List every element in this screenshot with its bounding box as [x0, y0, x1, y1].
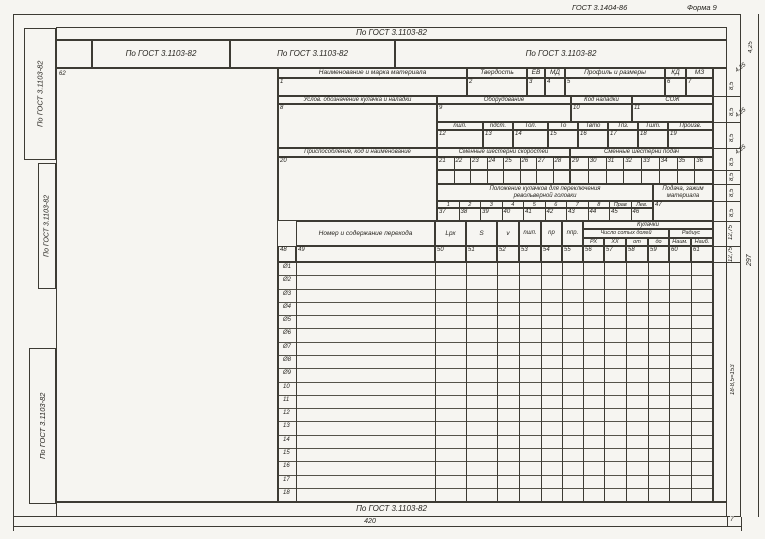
field-number: 29 [572, 158, 579, 164]
field-cell [610, 201, 632, 208]
field-cell [524, 208, 546, 221]
col-nr: nр [541, 221, 562, 246]
material-feed-title-line2: материала [666, 192, 700, 199]
field-number: 2 [468, 201, 472, 208]
field-cell [567, 208, 589, 221]
spindle-speed-title: nшп. [437, 122, 483, 130]
field-number: 8 [280, 105, 284, 111]
top-time-title: Топ. [513, 122, 548, 130]
transition-row-number: Ø8 [283, 356, 292, 363]
dimension-tick [713, 122, 741, 123]
hardness-title: Твердость [467, 68, 527, 78]
md-title: МД [545, 68, 565, 78]
cam-position-title-line1: Положение кулачков для переключения [489, 185, 601, 192]
transition-row-number: 16 [283, 463, 290, 470]
field-cell [481, 201, 503, 208]
material-feed-title-line1: Подача, зажим [662, 185, 704, 192]
field-number: 58 [628, 247, 635, 253]
to-time-title: То [548, 122, 578, 130]
dimension-ext [727, 517, 728, 527]
field-number: 35 [678, 158, 686, 164]
field-number: 30 [589, 158, 597, 164]
dimension-ext [13, 517, 14, 531]
speed-gears-title: Сменные шестерни скоростей [437, 148, 570, 157]
field-cell [660, 157, 678, 170]
col-nshp: nшп. [519, 221, 541, 246]
field-cell [541, 246, 562, 262]
field-cell [503, 201, 525, 208]
field-number: 14 [515, 131, 522, 137]
dim-top-425: 4,25 [748, 41, 754, 53]
field-cell [668, 130, 713, 148]
transition-row-number: Ø5 [283, 317, 292, 324]
field-cell [638, 130, 668, 148]
empty-cell [589, 170, 607, 184]
dim-sheet-height: 297 [746, 254, 753, 266]
field-number: Лев. [636, 201, 648, 208]
transition-row-number: 13 [283, 423, 290, 430]
empty-cell [695, 170, 713, 184]
field-cell [546, 201, 568, 208]
material-feed-title [653, 184, 713, 201]
dim-425-slant: 4,25 [734, 144, 748, 156]
field-number: 6 [667, 79, 671, 85]
field-number: 44 [589, 209, 597, 215]
field-number: 5 [532, 201, 536, 208]
empty-cell [678, 170, 696, 184]
coolant-title: СОЖ [632, 96, 713, 104]
field-number: 59 [650, 247, 657, 253]
cam-designation-title: Услов. обозначение кулачка и наладки [278, 96, 437, 104]
field-cell [610, 208, 632, 221]
header-cell-1: По ГОСТ 3.1103-82 [92, 40, 230, 68]
header-cell-2: По ГОСТ 3.1103-82 [230, 40, 395, 68]
field-cell [513, 130, 548, 148]
transition-row-number: Ø2 [283, 277, 292, 284]
radius-title: Радиус [669, 229, 713, 238]
field-cell [589, 208, 611, 221]
field-cell [471, 157, 488, 170]
field-number: 11 [634, 105, 641, 111]
left-stamp-1: По ГОСТ 3.1103-82 [24, 28, 56, 160]
field-cell [521, 157, 538, 170]
field-number: Прав [613, 201, 627, 208]
column-line [541, 262, 542, 502]
dimension-tick [713, 184, 741, 185]
field-cell [278, 78, 467, 96]
dimension-tick [713, 246, 741, 247]
field-number: 26 [521, 158, 529, 164]
feed-gear-fields [570, 157, 713, 170]
dim-85: 8,5 [729, 172, 735, 182]
field-cell [583, 246, 604, 262]
field-cell [648, 246, 669, 262]
field-cell [504, 157, 521, 170]
field-number: 52 [499, 247, 506, 253]
field-cell [497, 246, 519, 262]
field-number: 42 [546, 209, 554, 215]
empty-cell [471, 170, 488, 184]
col-to: до [648, 238, 669, 246]
speed-gear-empty [437, 170, 570, 184]
field-number: 3 [489, 201, 493, 208]
field-number: 27 [538, 158, 545, 164]
fixture-title: Приспособление, код и наименование [278, 148, 437, 157]
material-title: Наименование и марка материала [278, 68, 467, 78]
tv-time-title: Твто [578, 122, 608, 130]
transition-row-number: 10 [283, 383, 290, 390]
col-npr: nпр. [562, 221, 583, 246]
column-line [296, 262, 297, 502]
field-number: 33 [643, 158, 650, 164]
field-number: 13 [485, 131, 492, 137]
field-number: 53 [521, 247, 528, 253]
col-radius-min: Наим. [669, 238, 691, 246]
setup-code-title: Код наладки [571, 96, 632, 104]
dim-85: 8,5 [729, 107, 735, 117]
field-cell [488, 157, 505, 170]
empty-cell [504, 170, 521, 184]
left-stamp-3: По ГОСТ 3.1103-82 [29, 348, 56, 504]
field-number: 38 [460, 209, 468, 215]
column-line [669, 262, 670, 502]
field-cell [466, 246, 497, 262]
sketch-area [56, 68, 278, 502]
cam-position-title [437, 184, 653, 201]
field-cell [278, 246, 296, 262]
header-cell-empty [56, 40, 92, 68]
field-number: 7 [688, 79, 692, 85]
field-cell [435, 246, 466, 262]
header-cell-3: По ГОСТ 3.1103-82 [395, 40, 727, 68]
field-number: 19 [670, 131, 677, 137]
dim-85: 8,5 [729, 81, 735, 91]
dim-85: 8,5 [729, 208, 735, 218]
field-number: 48 [280, 247, 287, 253]
field-cell [562, 246, 583, 262]
dim-right-margin: 7 [730, 516, 734, 523]
field-cell [678, 157, 696, 170]
material-feed-cell [653, 201, 713, 221]
field-cell [437, 130, 483, 148]
speed-gear-fields [437, 157, 570, 170]
field-number: 5 [567, 79, 571, 85]
field-number: 57 [606, 247, 613, 253]
field-cell [669, 246, 691, 262]
field-cell [626, 246, 648, 262]
cam-field-numbers [437, 208, 653, 221]
field-number: 10 [573, 105, 580, 111]
col-v: v [497, 221, 519, 246]
dimension-tick [713, 96, 741, 97]
field-cell [503, 208, 525, 221]
dim-85: 8,5 [729, 133, 735, 143]
field-number: 24 [488, 158, 496, 164]
dimension-tick [713, 221, 741, 222]
dimension-ext [741, 517, 742, 531]
transition-row-number: 14 [283, 436, 290, 443]
column-line [583, 262, 584, 502]
left-stamp-2: По ГОСТ 3.1103-82 [38, 163, 56, 289]
transition-row-number: 11 [283, 396, 290, 403]
dim-425-slant: 4,25 [734, 62, 748, 74]
empty-cell [455, 170, 472, 184]
field-number: 56 [585, 247, 592, 253]
field-cell [546, 208, 568, 221]
right-strip-column [713, 68, 727, 502]
field-cell [455, 157, 472, 170]
field-number: 22 [455, 158, 463, 164]
transition-row-number: 12 [283, 410, 290, 417]
empty-cell [624, 170, 642, 184]
field-cell [632, 104, 713, 122]
empty-cell [570, 170, 589, 184]
field-number: 4 [511, 201, 515, 208]
field-number: 61 [693, 247, 700, 253]
field-number: 45 [611, 209, 618, 215]
field-cell [437, 208, 460, 221]
field-cell [524, 201, 546, 208]
empty-cell [642, 170, 660, 184]
dimension-tick [713, 201, 741, 202]
field-cell [537, 157, 554, 170]
dimension-tick [713, 170, 741, 171]
transition-row-number: 15 [283, 449, 290, 456]
field-number: 1 [446, 201, 450, 208]
empty-cell [521, 170, 538, 184]
column-line [435, 262, 436, 502]
field-number: 39 [482, 209, 489, 215]
field-number: 18 [640, 131, 647, 137]
field-number: 1 [280, 79, 284, 85]
dim-rows-total: 18·8,5=153 [730, 364, 736, 396]
tsht-time-title: Тшт. [638, 122, 668, 130]
field-number: 31 [607, 158, 615, 164]
fixture-cell [278, 157, 437, 221]
part-speed-title: nдст. [483, 122, 513, 130]
field-number: 2 [469, 79, 473, 85]
field-number: 60 [671, 247, 678, 253]
col-rx: РХ [583, 238, 604, 246]
ev-title: ЕВ [527, 68, 545, 78]
dimension-tick [713, 262, 741, 263]
field-number: 20 [280, 158, 287, 164]
field-cell [695, 157, 713, 170]
col-lrx: Lрх [435, 221, 466, 246]
field-number: 43 [568, 209, 575, 215]
column-line [604, 262, 605, 502]
col-xx: ХХ [604, 238, 626, 246]
field-number: 25 [505, 158, 512, 164]
field-cell [437, 157, 455, 170]
field-number: 32 [625, 158, 632, 164]
transition-row-number: 17 [283, 476, 290, 483]
field-number: 15 [550, 131, 557, 137]
column-line [626, 262, 627, 502]
feed-gears-title: Сменные шестерни подач [570, 148, 713, 157]
empty-cell [554, 170, 571, 184]
field-cell [554, 157, 571, 170]
field-number: 36 [696, 158, 703, 164]
dimension-line-height [758, 14, 759, 517]
field-cell [437, 104, 571, 122]
transition-row-number: Ø1 [283, 264, 292, 270]
field-number: 47 [655, 202, 662, 208]
field-number: 49 [298, 247, 305, 253]
field-cell [686, 78, 713, 96]
col-from: от [626, 238, 648, 246]
field-number: 40 [503, 209, 511, 215]
field-cell [296, 246, 435, 262]
dim-1275: 12,75 [728, 224, 734, 240]
field-cell [642, 157, 660, 170]
field-cell [483, 130, 513, 148]
field-cell [565, 78, 665, 96]
field-cell [604, 246, 626, 262]
field-cell [567, 201, 589, 208]
field-number: 54 [543, 247, 550, 253]
field-cell [527, 78, 545, 96]
field-cell [545, 78, 565, 96]
field-number: 9 [439, 105, 443, 111]
field-number: 12 [439, 131, 446, 137]
field-cell [578, 130, 608, 148]
footer-stamp: По ГОСТ 3.1103-82 [56, 502, 727, 517]
field-cell [571, 104, 632, 122]
column-line [691, 262, 692, 502]
field-cell [548, 130, 578, 148]
field-cell [570, 157, 589, 170]
field-number: 55 [564, 247, 571, 253]
field-cell [437, 201, 460, 208]
transition-row-number: Ø3 [283, 290, 292, 297]
field-cell [608, 130, 638, 148]
empty-cell [437, 170, 455, 184]
empty-cell [488, 170, 505, 184]
transition-row-number: Ø6 [283, 330, 292, 337]
field-cell [481, 208, 503, 221]
column-line [562, 262, 563, 502]
column-line [497, 262, 498, 502]
field-number: 8 [597, 201, 601, 208]
field-cell [460, 208, 482, 221]
field-number: 7 [575, 201, 579, 208]
productivity-title: Произв. [668, 122, 713, 130]
dim-1275: 12,75 [728, 246, 734, 262]
dim-85: 8,5 [729, 188, 735, 198]
profile-title: Профиль и размеры [565, 68, 665, 78]
field-cell [607, 157, 625, 170]
field-number: 21 [439, 158, 446, 164]
field-cell [467, 78, 527, 96]
cam-position-title-line2: револьверной головки [513, 192, 577, 199]
empty-cell [607, 170, 625, 184]
field-number: 16 [580, 131, 587, 137]
dimension-line-width [13, 526, 741, 527]
header-strip: По ГОСТ 3.1103-82 [56, 27, 727, 40]
field-number: 17 [610, 131, 617, 137]
cam-subcolumn-headers [437, 201, 653, 208]
field-cell [691, 246, 713, 262]
hundredths-title: Число сотых долей [583, 229, 669, 238]
field-number: 4 [547, 79, 551, 85]
column-line [648, 262, 649, 502]
field-number: 6 [554, 201, 558, 208]
dim-425-slant: 4,25 [734, 107, 748, 119]
transition-row-number: 18 [283, 489, 290, 496]
field-cell [589, 201, 611, 208]
col-radius-max: Наиб. [691, 238, 713, 246]
tpz-time-title: Тпз. [608, 122, 638, 130]
field-number: 50 [437, 247, 444, 253]
empty-cell [660, 170, 678, 184]
sketch-field-number: 62 [59, 71, 66, 77]
column-line [466, 262, 467, 502]
field-cell [632, 208, 654, 221]
kd-title: КД [665, 68, 686, 78]
field-number: 23 [472, 158, 479, 164]
mz-title: МЗ [686, 68, 713, 78]
dim-sheet-width: 420 [352, 518, 388, 525]
transition-row-number: Ø7 [283, 343, 292, 350]
field-number: 34 [660, 158, 668, 164]
dim-85: 8,5 [729, 157, 735, 167]
field-cell [624, 157, 642, 170]
field-cell [519, 246, 541, 262]
transition-row-number: Ø4 [283, 303, 292, 310]
field-number: 51 [468, 247, 475, 253]
cams-title: Кулачки [583, 221, 713, 229]
equipment-title: Оборудование [437, 96, 571, 104]
field-cell [632, 201, 654, 208]
standard-reference: ГОСТ 3.1404-86 [572, 3, 628, 12]
empty-cell [537, 170, 554, 184]
field-number: 37 [439, 209, 446, 215]
form-number: Форма 9 [687, 3, 717, 12]
transition-content-title: Номер и содержание перехода [296, 221, 435, 246]
field-number: 41 [525, 209, 532, 215]
column-line [519, 262, 520, 502]
field-number: 3 [529, 79, 533, 85]
transition-row-number: Ø9 [283, 370, 292, 377]
field-cell [460, 201, 482, 208]
field-cell [665, 78, 686, 96]
field-cell [278, 104, 437, 148]
field-cell [589, 157, 607, 170]
field-number: 46 [632, 209, 640, 215]
field-number: 28 [554, 158, 562, 164]
feed-gear-empty [570, 170, 713, 184]
col-s: S [466, 221, 497, 246]
